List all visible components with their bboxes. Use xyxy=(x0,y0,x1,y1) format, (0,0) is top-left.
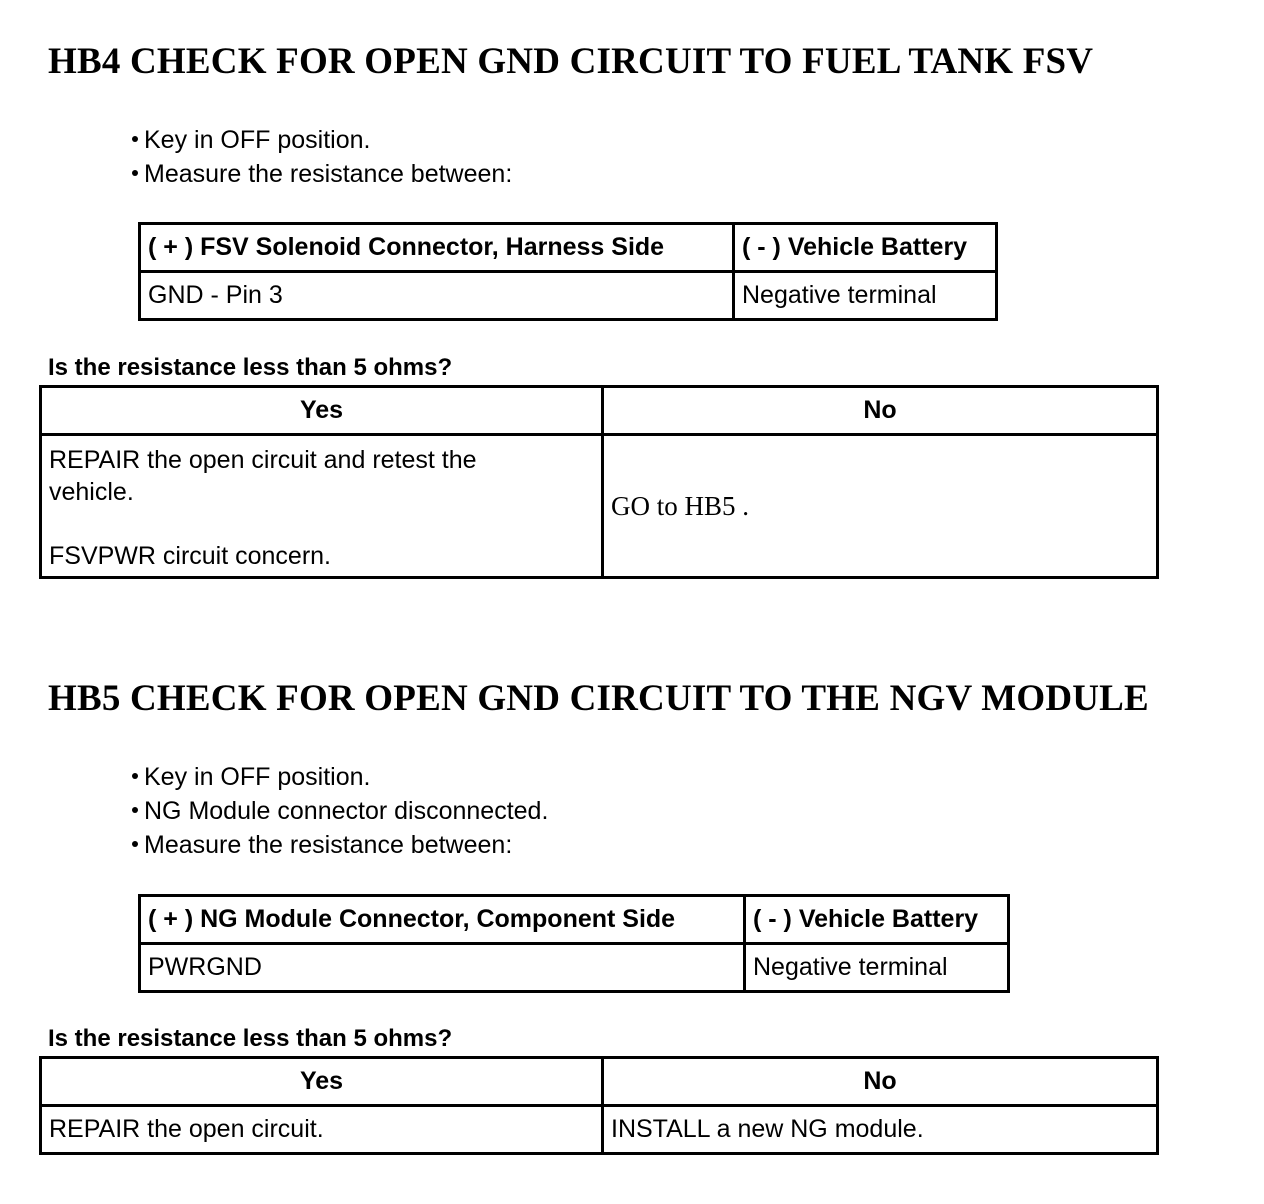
yes-header: Yes xyxy=(41,387,603,435)
yes-text-line1: REPAIR the open circuit and retest the vehicle. xyxy=(49,446,477,506)
table-row xyxy=(41,387,1158,435)
table-header: ( + ) FSV Solenoid Connector, Harness Side xyxy=(140,224,734,272)
table-header: ( + ) NG Module Connector, Component Side xyxy=(140,896,745,944)
no-header: No xyxy=(603,1058,1158,1106)
table-row xyxy=(140,896,1009,944)
list-item: Measure the resistance between: xyxy=(130,828,548,862)
list-item: Key in OFF position. xyxy=(130,760,548,794)
list-item: Key in OFF position. xyxy=(130,123,512,157)
yes-cell xyxy=(41,435,603,578)
hb4-bullet-list xyxy=(130,123,512,191)
no-cell: GO to HB5 . xyxy=(603,435,1158,578)
hb5-measure-table xyxy=(138,894,1010,993)
bullet-icon xyxy=(132,773,138,779)
bullet-icon xyxy=(132,807,138,813)
table-row xyxy=(41,1106,1158,1154)
yes-header: Yes xyxy=(41,1058,603,1106)
bullet-icon xyxy=(132,170,138,176)
hb4-answer-table xyxy=(39,385,1159,579)
hb5-answer-table xyxy=(39,1056,1159,1155)
table-cell: Negative terminal xyxy=(745,944,1009,992)
hb4-heading: HB4 CHECK FOR OPEN GND CIRCUIT TO FUEL TANK FSV xyxy=(48,41,1094,82)
table-row xyxy=(140,272,997,320)
table-cell: GND - Pin 3 xyxy=(140,272,734,320)
hb5-question: Is the resistance less than 5 ohms? xyxy=(48,1025,453,1052)
bullet-icon xyxy=(132,841,138,847)
table-cell: Negative terminal xyxy=(734,272,997,320)
yes-cell: REPAIR the open circuit. xyxy=(41,1106,603,1154)
bullet-icon xyxy=(132,136,138,142)
table-header: ( - ) Vehicle Battery xyxy=(734,224,997,272)
hb5-bullet-list xyxy=(130,760,548,862)
list-item: NG Module connector disconnected. xyxy=(130,794,548,828)
table-row xyxy=(41,435,1158,578)
table-row xyxy=(140,944,1009,992)
hb4-question: Is the resistance less than 5 ohms? xyxy=(48,354,453,381)
table-cell: PWRGND xyxy=(140,944,745,992)
no-header: No xyxy=(603,387,1158,435)
no-cell: INSTALL a new NG module. xyxy=(603,1106,1158,1154)
hb4-measure-table xyxy=(138,222,998,321)
table-row xyxy=(140,224,997,272)
list-item: Measure the resistance between: xyxy=(130,157,512,191)
table-header: ( - ) Vehicle Battery xyxy=(745,896,1009,944)
table-row xyxy=(41,1058,1158,1106)
hb5-heading: HB5 CHECK FOR OPEN GND CIRCUIT TO THE NGV MODULE xyxy=(48,678,1149,719)
yes-text-line2: FSVPWR circuit concern. xyxy=(49,542,332,570)
